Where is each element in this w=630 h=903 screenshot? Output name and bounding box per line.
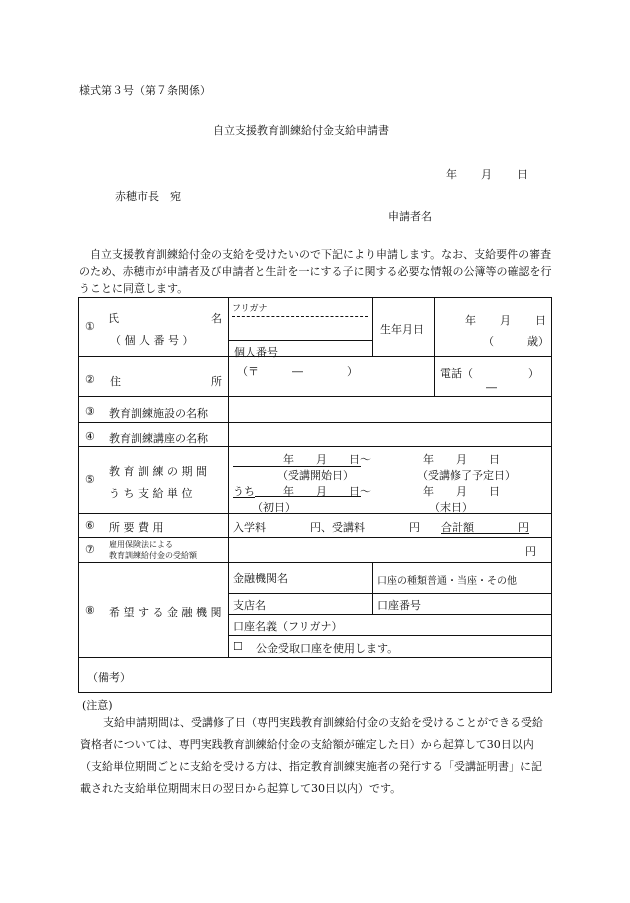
document-title: 自立支援教育訓練給付金支給申請書 <box>213 124 389 137</box>
public-account-label: 公金受取口座を使用します。 <box>256 642 399 655</box>
applicant-name-label: 申請者名 <box>388 210 432 223</box>
postal-code-field: （〒 ― ） <box>237 365 358 378</box>
required-cost-label: 所 要 費 用 <box>109 521 164 534</box>
row1-number: ① <box>85 320 95 333</box>
birth-day-label: 日 <box>535 314 546 327</box>
total-amount: 合計額 円 <box>441 521 529 534</box>
payment-unit-label: う ち 支 給 単 位 <box>109 487 193 500</box>
address-label-b: 所 <box>211 375 222 388</box>
date-month-label: 月 <box>481 168 492 181</box>
birth-year-label: 年 <box>465 314 476 327</box>
intro-paragraph: 自立支援教育訓練給付金の支給を受けたいので下記により申請します。なお、支給要件の審査のため、赤穂市が申請者及び申請者と生計を一にする子に関する必要な情報の公簿等の確認を行うことに同意します。 <box>79 248 552 295</box>
unit-end-note: （末日） <box>429 501 473 514</box>
date-year-label: 年 <box>446 168 457 181</box>
my-number-sub-label: （ 個 人 番 号 ） <box>110 334 194 347</box>
remarks-label: （備考） <box>87 671 131 684</box>
start-date-note: （受講開始日） <box>277 469 354 482</box>
row2-number: ② <box>85 373 95 386</box>
public-account-checkbox[interactable]: ☐ <box>233 640 243 653</box>
row7-number: ⑦ <box>85 543 95 556</box>
account-number-label: 口座番号 <box>377 599 421 612</box>
my-number-label: 個人番号 <box>234 346 278 359</box>
phone-label: 電話（ ） <box>440 367 539 380</box>
training-facility-label: 教育訓練施設の名称 <box>109 407 208 420</box>
account-type-options: 普通・当座・その他 <box>427 576 517 587</box>
unit-end-date: 年 月 日 <box>423 485 500 498</box>
benefit-yen-label: 円 <box>525 545 536 558</box>
end-date-note: （受講修了予定日） <box>417 469 516 482</box>
birth-month-label: 月 <box>500 314 511 327</box>
employment-insurance-label-a: 雇用保険法による <box>109 540 173 549</box>
name-label-a: 氏 <box>108 312 119 325</box>
birth-date-label: 生年月日 <box>380 323 424 336</box>
end-date: 年 月 日 <box>423 453 500 466</box>
addressee: 赤穂市長 宛 <box>115 190 181 203</box>
notes-body: 支給申請期間は、受講修了日（専門実践教育訓練給付金の支給を受けることができる受給資格者については、専門実践教育訓練給付金の支給額が確定した日）から起算して30日以内（支給単位期間ごとに支給を受ける方は、指定教育訓練実施者の発行する「受講証明書」に記載された支給単位期間末日の翌日から起算して30日以内）です。 <box>80 716 543 795</box>
row5-number: ⑤ <box>85 473 95 486</box>
training-period-label: 教 育 訓 練 の 期 間 <box>109 465 207 478</box>
bank-name-label: 金融機関名 <box>233 572 288 585</box>
unit-start-date: 年 月 日〜 <box>283 485 371 498</box>
unit-prefix: うち <box>233 485 255 498</box>
phone-dash: ― <box>486 381 497 394</box>
unit-start-note: （初日） <box>252 501 296 514</box>
row6-number: ⑥ <box>85 519 95 532</box>
row4-number: ④ <box>85 430 95 443</box>
start-date: 年 月 日〜 <box>283 453 371 466</box>
name-label-b: 名 <box>211 312 222 325</box>
admission-tuition-fees: 入学料 円、受講料 円 <box>233 521 420 534</box>
form-number: 様式第３号（第７条関係） <box>79 84 211 97</box>
furigana-label: フリガナ <box>232 304 268 314</box>
row8-number: ⑧ <box>85 604 95 617</box>
training-course-label: 教育訓練講座の名称 <box>109 432 208 445</box>
age-label: （ 歳） <box>483 335 549 348</box>
account-holder-label: 口座名義（フリガナ） <box>233 620 343 633</box>
row3-number: ③ <box>85 405 95 418</box>
notes-heading: (注意) <box>82 699 113 712</box>
date-day-label: 日 <box>517 168 528 181</box>
account-type-label: 口座の種類 <box>377 576 427 587</box>
employment-insurance-label-b: 教育訓練給付金の受給額 <box>109 551 197 560</box>
financial-institution-label: 希 望 す る 金 融 機 関 <box>109 606 222 619</box>
branch-name-label: 支店名 <box>233 599 266 612</box>
address-label-a: 住 <box>110 375 121 388</box>
